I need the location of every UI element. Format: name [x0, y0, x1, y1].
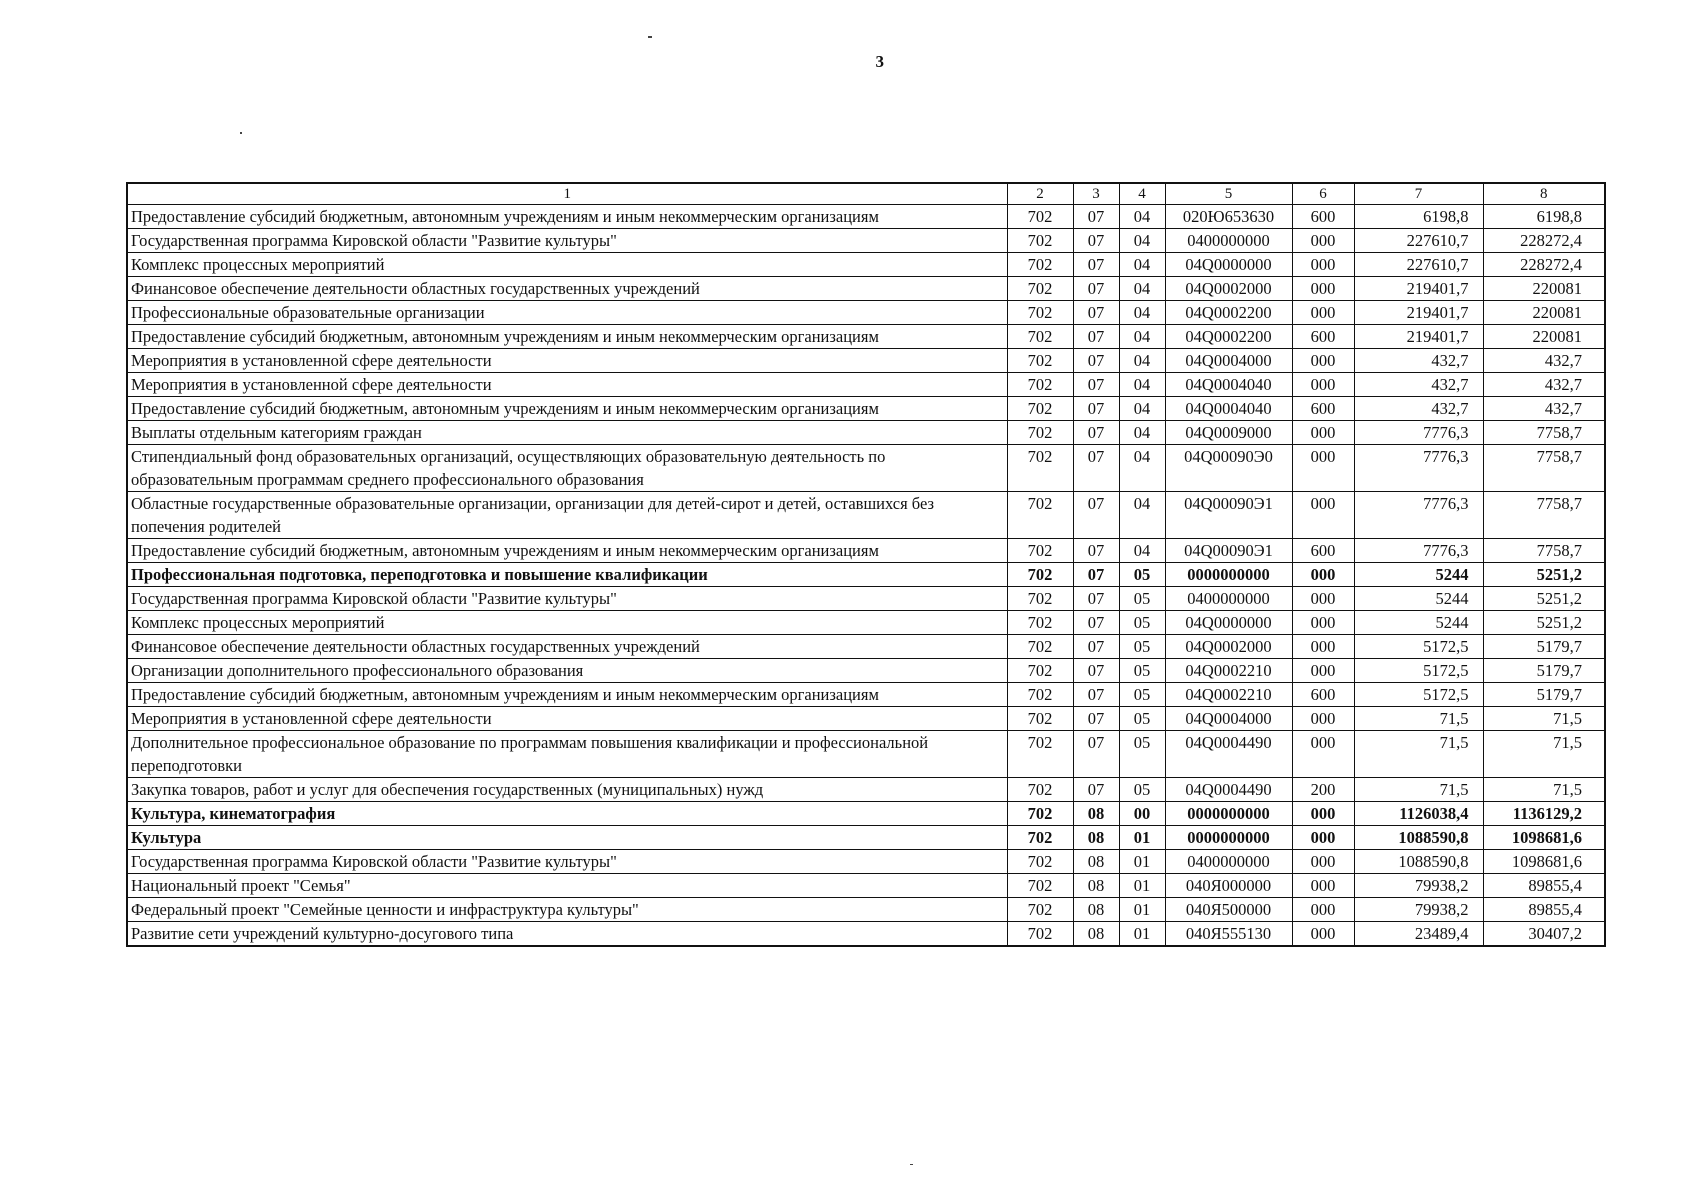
subsection2-code-cell: 01	[1119, 850, 1165, 874]
row-name-cell: Комплекс процессных мероприятий	[127, 253, 1007, 277]
subsection-code-cell: 07	[1073, 253, 1119, 277]
section-code-cell: 702	[1007, 397, 1073, 421]
row-name-cell: Предоставление субсидий бюджетным, автономным учреждениям и иным некоммерческим организациям	[127, 397, 1007, 421]
section-code-cell: 702	[1007, 922, 1073, 947]
table-row	[127, 611, 1605, 635]
section-code-cell: 702	[1007, 539, 1073, 563]
expense-type-code-cell: 000	[1292, 587, 1354, 611]
subsection2-code-cell: 01	[1119, 922, 1165, 947]
subsection-code-cell: 07	[1073, 707, 1119, 731]
section-code-cell: 702	[1007, 707, 1073, 731]
target-item-code-cell: 0400000000	[1165, 229, 1292, 253]
subsection-code-cell: 07	[1073, 373, 1119, 397]
expense-type-code-cell: 000	[1292, 826, 1354, 850]
target-item-code-cell: 0400000000	[1165, 587, 1292, 611]
subsection-code-cell: 07	[1073, 397, 1119, 421]
expense-type-code-cell: 600	[1292, 397, 1354, 421]
expense-type-code-cell: 000	[1292, 253, 1354, 277]
amount-year1-cell: 219401,7	[1354, 277, 1483, 301]
amount-year2-cell: 1098681,6	[1483, 850, 1605, 874]
amount-year2-cell: 5179,7	[1483, 635, 1605, 659]
expense-type-code-cell: 000	[1292, 707, 1354, 731]
table-row	[127, 826, 1605, 850]
expense-type-code-cell: 600	[1292, 205, 1354, 229]
subsection-code-cell: 07	[1073, 611, 1119, 635]
table-body	[127, 205, 1605, 947]
table-row	[127, 277, 1605, 301]
amount-year1-cell: 219401,7	[1354, 325, 1483, 349]
amount-year1-cell: 71,5	[1354, 707, 1483, 731]
subsection2-code-cell: 04	[1119, 492, 1165, 539]
scan-speck	[910, 1164, 913, 1165]
amount-year2-cell: 30407,2	[1483, 922, 1605, 947]
section-code-cell: 702	[1007, 611, 1073, 635]
subsection-code-cell: 07	[1073, 205, 1119, 229]
amount-year1-cell: 79938,2	[1354, 874, 1483, 898]
scan-speck	[240, 132, 242, 134]
expense-type-code-cell: 000	[1292, 349, 1354, 373]
amount-year1-cell: 7776,3	[1354, 445, 1483, 492]
row-name-cell: Государственная программа Кировской области "Развитие культуры"	[127, 850, 1007, 874]
amount-year1-cell: 79938,2	[1354, 898, 1483, 922]
row-name-cell: Государственная программа Кировской области "Развитие культуры"	[127, 587, 1007, 611]
row-name-cell: Профессиональные образовательные организации	[127, 301, 1007, 325]
expense-type-code-cell: 000	[1292, 229, 1354, 253]
subsection2-code-cell: 04	[1119, 421, 1165, 445]
target-item-code-cell: 04Q00090Э0	[1165, 445, 1292, 492]
subsection-code-cell: 07	[1073, 492, 1119, 539]
target-item-code-cell: 0000000000	[1165, 826, 1292, 850]
amount-year1-cell: 23489,4	[1354, 922, 1483, 947]
row-name-cell: Государственная программа Кировской области "Развитие культуры"	[127, 229, 1007, 253]
subsection-code-cell: 08	[1073, 850, 1119, 874]
expense-type-code-cell: 600	[1292, 683, 1354, 707]
amount-year1-cell: 1126038,4	[1354, 802, 1483, 826]
subsection-code-cell: 08	[1073, 898, 1119, 922]
amount-year1-cell: 5244	[1354, 587, 1483, 611]
table-row	[127, 850, 1605, 874]
subsection-code-cell: 07	[1073, 539, 1119, 563]
section-code-cell: 702	[1007, 635, 1073, 659]
amount-year2-cell: 7758,7	[1483, 421, 1605, 445]
subsection2-code-cell: 01	[1119, 898, 1165, 922]
table-row	[127, 301, 1605, 325]
subsection-code-cell: 08	[1073, 826, 1119, 850]
section-code-cell: 702	[1007, 874, 1073, 898]
subsection-code-cell: 07	[1073, 301, 1119, 325]
table-row	[127, 587, 1605, 611]
target-item-code-cell: 020Ю653630	[1165, 205, 1292, 229]
subsection-code-cell: 08	[1073, 922, 1119, 947]
target-item-code-cell: 04Q0004040	[1165, 397, 1292, 421]
amount-year2-cell: 5251,2	[1483, 611, 1605, 635]
target-item-code-cell: 040Я000000	[1165, 874, 1292, 898]
column-header: 3	[1073, 183, 1119, 205]
amount-year2-cell: 1098681,6	[1483, 826, 1605, 850]
subsection2-code-cell: 05	[1119, 563, 1165, 587]
table-row	[127, 731, 1605, 778]
table-row	[127, 707, 1605, 731]
subsection2-code-cell: 04	[1119, 301, 1165, 325]
subsection-code-cell: 07	[1073, 635, 1119, 659]
subsection2-code-cell: 00	[1119, 802, 1165, 826]
row-name-cell: Предоставление субсидий бюджетным, автономным учреждениям и иным некоммерческим организациям	[127, 325, 1007, 349]
amount-year1-cell: 71,5	[1354, 778, 1483, 802]
subsection-code-cell: 07	[1073, 778, 1119, 802]
target-item-code-cell: 04Q00090Э1	[1165, 539, 1292, 563]
amount-year1-cell: 227610,7	[1354, 253, 1483, 277]
target-item-code-cell: 04Q0009000	[1165, 421, 1292, 445]
section-code-cell: 702	[1007, 373, 1073, 397]
section-code-cell: 702	[1007, 445, 1073, 492]
amount-year2-cell: 228272,4	[1483, 229, 1605, 253]
expense-type-code-cell: 000	[1292, 301, 1354, 325]
target-item-code-cell: 04Q00090Э1	[1165, 492, 1292, 539]
row-name-cell: Стипендиальный фонд образовательных организаций, осуществляющих образовательную деятельность по образовательным программам среднего профессионального образования	[127, 445, 1007, 492]
row-name-cell: Предоставление субсидий бюджетным, автономным учреждениям и иным некоммерческим организациям	[127, 539, 1007, 563]
amount-year2-cell: 7758,7	[1483, 492, 1605, 539]
expense-type-code-cell: 000	[1292, 898, 1354, 922]
subsection2-code-cell: 04	[1119, 253, 1165, 277]
amount-year1-cell: 7776,3	[1354, 539, 1483, 563]
amount-year2-cell: 5179,7	[1483, 659, 1605, 683]
subsection-code-cell: 07	[1073, 421, 1119, 445]
row-name-cell: Культура	[127, 826, 1007, 850]
subsection2-code-cell: 04	[1119, 277, 1165, 301]
expense-type-code-cell: 600	[1292, 325, 1354, 349]
table-row	[127, 325, 1605, 349]
amount-year2-cell: 71,5	[1483, 778, 1605, 802]
table-row	[127, 898, 1605, 922]
amount-year1-cell: 5172,5	[1354, 635, 1483, 659]
amount-year1-cell: 5172,5	[1354, 683, 1483, 707]
column-header: 1	[127, 183, 1007, 205]
amount-year2-cell: 71,5	[1483, 707, 1605, 731]
section-code-cell: 702	[1007, 659, 1073, 683]
subsection-code-cell: 07	[1073, 659, 1119, 683]
expense-type-code-cell: 000	[1292, 421, 1354, 445]
amount-year1-cell: 5244	[1354, 611, 1483, 635]
table-row	[127, 229, 1605, 253]
subsection-code-cell: 07	[1073, 229, 1119, 253]
target-item-code-cell: 04Q0004000	[1165, 707, 1292, 731]
table-header-row	[127, 183, 1605, 205]
section-code-cell: 702	[1007, 826, 1073, 850]
subsection2-code-cell: 05	[1119, 659, 1165, 683]
amount-year1-cell: 5172,5	[1354, 659, 1483, 683]
expense-type-code-cell: 000	[1292, 277, 1354, 301]
section-code-cell: 702	[1007, 277, 1073, 301]
table-row	[127, 373, 1605, 397]
amount-year1-cell: 432,7	[1354, 373, 1483, 397]
budget-table	[126, 182, 1606, 947]
target-item-code-cell: 04Q0000000	[1165, 611, 1292, 635]
subsection2-code-cell: 04	[1119, 397, 1165, 421]
subsection-code-cell: 07	[1073, 349, 1119, 373]
expense-type-code-cell: 000	[1292, 611, 1354, 635]
target-item-code-cell: 040Я500000	[1165, 898, 1292, 922]
row-name-cell: Профессиональная подготовка, переподготовка и повышение квалификации	[127, 563, 1007, 587]
section-code-cell: 702	[1007, 802, 1073, 826]
amount-year1-cell: 7776,3	[1354, 492, 1483, 539]
amount-year1-cell: 7776,3	[1354, 421, 1483, 445]
table-row	[127, 922, 1605, 947]
amount-year2-cell: 5251,2	[1483, 587, 1605, 611]
column-header: 2	[1007, 183, 1073, 205]
amount-year1-cell: 71,5	[1354, 731, 1483, 778]
expense-type-code-cell: 000	[1292, 802, 1354, 826]
table-row	[127, 683, 1605, 707]
section-code-cell: 702	[1007, 301, 1073, 325]
subsection2-code-cell: 05	[1119, 778, 1165, 802]
amount-year1-cell: 5244	[1354, 563, 1483, 587]
row-name-cell: Предоставление субсидий бюджетным, автономным учреждениям и иным некоммерческим организациям	[127, 683, 1007, 707]
subsection2-code-cell: 05	[1119, 683, 1165, 707]
table-row	[127, 539, 1605, 563]
amount-year1-cell: 6198,8	[1354, 205, 1483, 229]
amount-year2-cell: 5179,7	[1483, 683, 1605, 707]
amount-year1-cell: 432,7	[1354, 349, 1483, 373]
subsection2-code-cell: 04	[1119, 539, 1165, 563]
column-header: 8	[1483, 183, 1605, 205]
subsection2-code-cell: 05	[1119, 731, 1165, 778]
row-name-cell: Развитие сети учреждений культурно-досугового типа	[127, 922, 1007, 947]
target-item-code-cell: 04Q0002000	[1165, 635, 1292, 659]
row-name-cell: Мероприятия в установленной сфере деятельности	[127, 707, 1007, 731]
table-row	[127, 802, 1605, 826]
subsection2-code-cell: 05	[1119, 587, 1165, 611]
target-item-code-cell: 04Q0002210	[1165, 659, 1292, 683]
expense-type-code-cell: 600	[1292, 539, 1354, 563]
subsection-code-cell: 07	[1073, 445, 1119, 492]
subsection2-code-cell: 04	[1119, 445, 1165, 492]
table-row	[127, 253, 1605, 277]
target-item-code-cell: 04Q0004490	[1165, 778, 1292, 802]
target-item-code-cell: 04Q0004490	[1165, 731, 1292, 778]
amount-year2-cell: 432,7	[1483, 349, 1605, 373]
subsection-code-cell: 07	[1073, 683, 1119, 707]
table-row	[127, 659, 1605, 683]
target-item-code-cell: 040Я555130	[1165, 922, 1292, 947]
column-header: 7	[1354, 183, 1483, 205]
expense-type-code-cell: 000	[1292, 922, 1354, 947]
amount-year2-cell: 5251,2	[1483, 563, 1605, 587]
amount-year2-cell: 432,7	[1483, 373, 1605, 397]
subsection2-code-cell: 04	[1119, 205, 1165, 229]
row-name-cell: Областные государственные образовательные организации, организации для детей-сирот и детей, оставшихся без попечения родителей	[127, 492, 1007, 539]
target-item-code-cell: 0000000000	[1165, 802, 1292, 826]
target-item-code-cell: 04Q0000000	[1165, 253, 1292, 277]
row-name-cell: Дополнительное профессиональное образование по программам повышения квалификации и профессиональной переподготовки	[127, 731, 1007, 778]
column-header: 4	[1119, 183, 1165, 205]
expense-type-code-cell: 000	[1292, 635, 1354, 659]
section-code-cell: 702	[1007, 898, 1073, 922]
table-row	[127, 349, 1605, 373]
subsection-code-cell: 07	[1073, 731, 1119, 778]
amount-year2-cell: 228272,4	[1483, 253, 1605, 277]
row-name-cell: Закупка товаров, работ и услуг для обеспечения государственных (муниципальных) нужд	[127, 778, 1007, 802]
target-item-code-cell: 04Q0002200	[1165, 301, 1292, 325]
expense-type-code-cell: 000	[1292, 445, 1354, 492]
section-code-cell: 702	[1007, 492, 1073, 539]
amount-year2-cell: 89855,4	[1483, 898, 1605, 922]
amount-year2-cell: 7758,7	[1483, 539, 1605, 563]
section-code-cell: 702	[1007, 683, 1073, 707]
amount-year2-cell: 7758,7	[1483, 445, 1605, 492]
target-item-code-cell: 04Q0002000	[1165, 277, 1292, 301]
table-row	[127, 635, 1605, 659]
subsection-code-cell: 07	[1073, 277, 1119, 301]
section-code-cell: 702	[1007, 421, 1073, 445]
section-code-cell: 702	[1007, 731, 1073, 778]
section-code-cell: 702	[1007, 850, 1073, 874]
column-header: 6	[1292, 183, 1354, 205]
column-header: 5	[1165, 183, 1292, 205]
subsection2-code-cell: 01	[1119, 874, 1165, 898]
table-row	[127, 874, 1605, 898]
subsection2-code-cell: 04	[1119, 229, 1165, 253]
expense-type-code-cell: 000	[1292, 563, 1354, 587]
amount-year2-cell: 1136129,2	[1483, 802, 1605, 826]
expense-type-code-cell: 200	[1292, 778, 1354, 802]
table-row	[127, 421, 1605, 445]
subsection2-code-cell: 04	[1119, 349, 1165, 373]
row-name-cell: Национальный проект "Семья"	[127, 874, 1007, 898]
target-item-code-cell: 04Q0004040	[1165, 373, 1292, 397]
row-name-cell: Комплекс процессных мероприятий	[127, 611, 1007, 635]
subsection-code-cell: 08	[1073, 874, 1119, 898]
expense-type-code-cell: 000	[1292, 731, 1354, 778]
row-name-cell: Мероприятия в установленной сфере деятельности	[127, 373, 1007, 397]
expense-type-code-cell: 000	[1292, 850, 1354, 874]
table-row	[127, 778, 1605, 802]
amount-year1-cell: 1088590,8	[1354, 826, 1483, 850]
section-code-cell: 702	[1007, 253, 1073, 277]
section-code-cell: 702	[1007, 205, 1073, 229]
amount-year2-cell: 6198,8	[1483, 205, 1605, 229]
row-name-cell: Мероприятия в установленной сфере деятельности	[127, 349, 1007, 373]
table-row	[127, 445, 1605, 492]
subsection-code-cell: 07	[1073, 325, 1119, 349]
row-name-cell: Предоставление субсидий бюджетным, автономным учреждениям и иным некоммерческим организациям	[127, 205, 1007, 229]
subsection2-code-cell: 05	[1119, 707, 1165, 731]
table-row	[127, 205, 1605, 229]
row-name-cell: Федеральный проект "Семейные ценности и инфраструктура культуры"	[127, 898, 1007, 922]
expense-type-code-cell: 000	[1292, 492, 1354, 539]
section-code-cell: 702	[1007, 563, 1073, 587]
row-name-cell: Финансовое обеспечение деятельности областных государственных учреждений	[127, 635, 1007, 659]
target-item-code-cell: 0400000000	[1165, 850, 1292, 874]
amount-year2-cell: 432,7	[1483, 397, 1605, 421]
amount-year1-cell: 1088590,8	[1354, 850, 1483, 874]
amount-year2-cell: 220081	[1483, 301, 1605, 325]
page-number: 3	[875, 52, 885, 71]
amount-year1-cell: 219401,7	[1354, 301, 1483, 325]
subsection2-code-cell: 04	[1119, 325, 1165, 349]
subsection2-code-cell: 04	[1119, 373, 1165, 397]
section-code-cell: 702	[1007, 587, 1073, 611]
table-row	[127, 397, 1605, 421]
subsection2-code-cell: 05	[1119, 635, 1165, 659]
target-item-code-cell: 04Q0002200	[1165, 325, 1292, 349]
amount-year2-cell: 71,5	[1483, 731, 1605, 778]
subsection2-code-cell: 05	[1119, 611, 1165, 635]
target-item-code-cell: 04Q0004000	[1165, 349, 1292, 373]
table-row	[127, 492, 1605, 539]
amount-year2-cell: 89855,4	[1483, 874, 1605, 898]
row-name-cell: Выплаты отдельным категориям граждан	[127, 421, 1007, 445]
expense-type-code-cell: 000	[1292, 373, 1354, 397]
row-name-cell: Культура, кинематография	[127, 802, 1007, 826]
section-code-cell: 702	[1007, 325, 1073, 349]
row-name-cell: Организации дополнительного профессионального образования	[127, 659, 1007, 683]
amount-year1-cell: 227610,7	[1354, 229, 1483, 253]
scan-speck	[648, 36, 652, 38]
amount-year1-cell: 432,7	[1354, 397, 1483, 421]
subsection-code-cell: 08	[1073, 802, 1119, 826]
subsection-code-cell: 07	[1073, 587, 1119, 611]
amount-year2-cell: 220081	[1483, 325, 1605, 349]
section-code-cell: 702	[1007, 229, 1073, 253]
table-row	[127, 563, 1605, 587]
row-name-cell: Финансовое обеспечение деятельности областных государственных учреждений	[127, 277, 1007, 301]
subsection-code-cell: 07	[1073, 563, 1119, 587]
subsection2-code-cell: 01	[1119, 826, 1165, 850]
expense-type-code-cell: 000	[1292, 874, 1354, 898]
expense-type-code-cell: 000	[1292, 659, 1354, 683]
target-item-code-cell: 0000000000	[1165, 563, 1292, 587]
section-code-cell: 702	[1007, 349, 1073, 373]
amount-year2-cell: 220081	[1483, 277, 1605, 301]
section-code-cell: 702	[1007, 778, 1073, 802]
target-item-code-cell: 04Q0002210	[1165, 683, 1292, 707]
